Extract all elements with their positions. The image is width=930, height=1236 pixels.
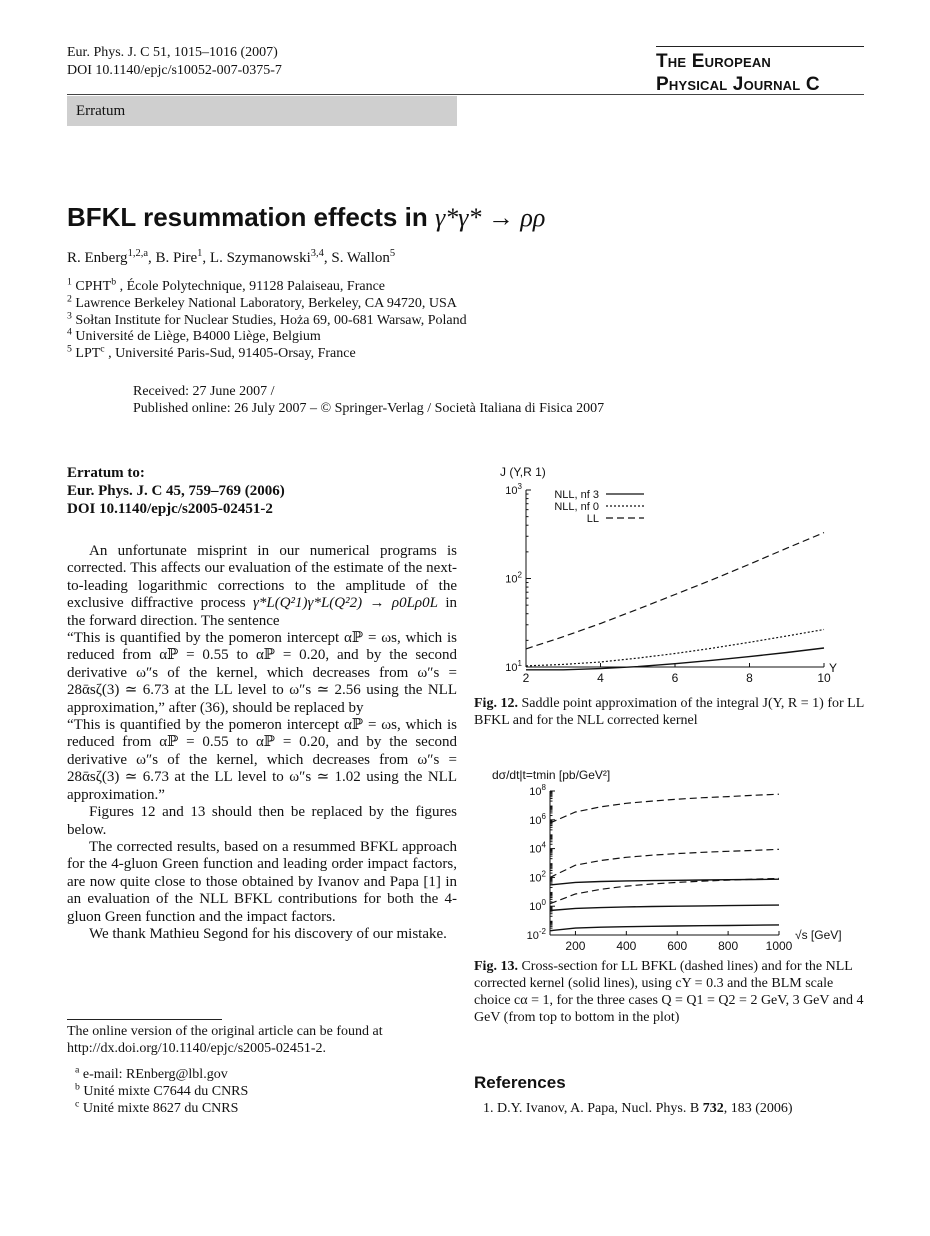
author-name: B. Pire (155, 250, 198, 266)
journal-doi: DOI 10.1140/epjc/s10052-007-0375-7 (67, 63, 282, 78)
footnote-item (75, 1083, 248, 1100)
author-name: R. Enberg (67, 250, 128, 266)
series-line (550, 849, 779, 877)
figure-13-chart (474, 763, 864, 953)
brand-line-1: The European (656, 51, 772, 72)
caption-text: Saddle point approximation of the integral J(Y, R = 1) for LL BFKL and for the NLL corrected kernel (474, 696, 864, 728)
erratum-target (67, 464, 285, 518)
quoted-sentence: “This is quantified by the pomeron intercept αℙ = ωs, which is reduced from αℙ = 0.55 to αℙ = 0.20, and by the second derivative ω″s of the kernel, which decreases from ω″s = 28ᾱsζ(3) ≃ 6.73 at the LL level to ω″s ≃ 2.56 using the NLL approximation,” after (36), should be replaced by (67, 630, 457, 716)
legend-label: LL (586, 513, 599, 525)
reference-item (483, 1101, 793, 1117)
journal-brand (656, 46, 864, 96)
journal-reference (67, 44, 282, 80)
footnote-rule (67, 1019, 222, 1020)
x-tick-label: 200 (565, 939, 586, 953)
author-affiliation-mark: 1,2,a (127, 248, 148, 259)
body-text (67, 543, 457, 943)
affiliation-text: Sołtan Institute for Nuclear Studies, Hoża 69, 00-681 Warsaw, Poland (75, 312, 467, 328)
paper-title (67, 202, 545, 233)
affiliation-item (67, 276, 467, 296)
affiliation-footnote-mark: c (100, 343, 105, 355)
affiliation-list (67, 276, 467, 363)
y-tick-label: $10^0$ (529, 898, 546, 914)
affiliation-text: , École Polytechnique, 91128 Palaiseau, France (116, 279, 386, 294)
header-rule (67, 94, 864, 95)
footnote-list (75, 1066, 248, 1117)
figure-12-caption (474, 695, 864, 729)
footnote-mark: b (75, 1081, 80, 1093)
affiliation-number: 5 (67, 343, 72, 355)
y-tick-label: $10^2$ (529, 869, 546, 885)
y-tick-label: $10^4$ (529, 840, 546, 856)
affiliation-footnote-mark: b (111, 276, 117, 288)
brand-line-2: Physical Journal C (656, 74, 820, 95)
references-heading: References (474, 1073, 566, 1092)
x-tick-label: 2 (522, 671, 530, 685)
y-tick-label: $10^8$ (529, 783, 546, 798)
author-affiliation-mark: 5 (389, 248, 396, 259)
reference-text: , 183 (2006) (723, 1101, 793, 1116)
series-line (526, 533, 824, 649)
reference-text: D.Y. Ivanov, A. Papa, Nucl. Phys. B (497, 1101, 703, 1116)
x-tick-label: 400 (616, 939, 637, 953)
caption-text: Cross-section for LL BFKL (dashed lines) and for the NLL corrected kernel (solid lines), using cY = 0.3 and the BLM scale choice cα = 1, for the three cases Q = Q1 = Q2 = 2 GeV, 3 GeV and 4 GeV (from top to bottom in the plot) (474, 959, 864, 1025)
figure-label: Fig. 13. (474, 959, 518, 974)
x-tick-label: 4 (597, 671, 604, 685)
figure-13 (474, 763, 864, 958)
y-axis-title: dσ/dt|t=tmin [pb/GeV²] (492, 768, 611, 782)
series-line (550, 879, 779, 885)
title-math: γ*γ* → ρρ (434, 203, 546, 232)
erratum-doi: DOI 10.1140/epjc/s2005-02451-2 (67, 501, 273, 517)
paragraph-text: in the forward direction. The sentence (67, 595, 458, 629)
affiliation-item (67, 326, 467, 346)
author-affiliation-mark: 3,4 (310, 248, 324, 259)
footnote-text: Unité mixte C7644 du CNRS (83, 1084, 249, 1099)
x-tick-label: 6 (671, 671, 679, 685)
paragraph (67, 543, 457, 630)
affiliation-number: 3 (67, 309, 72, 321)
affiliation-number: 1 (67, 276, 72, 288)
replacement-sentence: “This is quantified by the pomeron intercept αℙ = ωs, which is reduced from αℙ = 0.55 to αℙ = 0.20, and by the second derivative ω″s of the kernel, which decreases from ω″s = 28ᾱsζ(3) ≃ 6.73 at the LL level to ω″s ≃ 1.02 using the NLL approximation.” (67, 717, 457, 803)
figure-12 (474, 462, 864, 692)
reference-number: 1. (483, 1101, 494, 1116)
y-axis-title: J (Y,R 1) (500, 465, 546, 479)
x-axis-title: √s [GeV] (795, 928, 842, 942)
paragraph-text: An unfortunate misprint in our numerical programs is corrected. This affects our evaluation of the estimate of the next-to-leading logarithmic corrections to the amplitude of the exclusive diffractive process (67, 543, 457, 612)
series-line (550, 905, 779, 910)
author-list: R. Enberg$^{1,2,a}$, B. Pire$^1$, L. Szymanowski$^{3,4}$, S. Wallon$^5$ (67, 248, 396, 266)
affiliation-item (67, 309, 467, 330)
inline-math: γ*L(Q²1)γ*L(Q²2) → ρ0Lρ0L (252, 595, 438, 612)
paragraph: Figures 12 and 13 should then be replaced by the figures below. (67, 804, 457, 838)
published-date: Published online: 26 July 2007 – © Springer-Verlag / Società Italiana di Fisica 2007 (133, 401, 605, 416)
paragraph: The corrected results, based on a resummed BFKL approach for the 4-gluon Green function and leading order impact factors, are now quite close to those obtained by Ivanov and Papa [1] in an evaluation of the NLL BFKL contributions for both the 4-gluon Green function and the impact factors. (67, 838, 457, 925)
figure-13-caption (474, 958, 864, 1026)
title-text: BFKL resummation effects in (67, 202, 435, 232)
figure-label: Fig. 12. (474, 696, 518, 711)
series-line (550, 794, 779, 823)
author-name: S. Wallon (331, 250, 390, 266)
figure-12-chart (474, 462, 864, 687)
y-tick-label: $10^1$ (505, 659, 522, 674)
author-affiliation-mark: 1 (197, 248, 203, 259)
affiliation-number: 2 (67, 293, 72, 305)
affiliation-text: Lawrence Berkeley National Laboratory, Berkeley, CA 94720, USA (75, 295, 457, 311)
publication-dates (133, 383, 604, 417)
author-name: L. Szymanowski (209, 250, 311, 266)
x-tick-label: 10 (817, 671, 831, 685)
erratum-citation: Eur. Phys. J. C 45, 759–769 (2006) (67, 483, 285, 499)
journal-citation: Eur. Phys. J. C 51, 1015–1016 (2007) (67, 45, 278, 60)
affiliation-item (67, 343, 467, 363)
footnote-mark: a (75, 1064, 80, 1076)
erratum-heading: Erratum to: (67, 465, 145, 481)
footnote-text: e-mail: REnberg@lbl.gov (82, 1067, 228, 1082)
section-label: Erratum (67, 96, 457, 126)
footnote-mark: c (75, 1098, 80, 1110)
received-date: Received: 27 June 2007 / (133, 384, 275, 399)
x-tick-label: 8 (746, 671, 753, 685)
y-tick-label: $10^{-2}$ (526, 927, 546, 942)
x-tick-label: 1000 (765, 939, 793, 953)
affiliation-text: , Université Paris-Sud, 91405-Orsay, France (104, 346, 356, 362)
affiliation-item (67, 293, 467, 313)
y-tick-label: $10^2$ (505, 570, 522, 586)
footnote-item (75, 1066, 248, 1083)
affiliation-text: LPT (75, 346, 101, 362)
affiliation-number: 4 (67, 326, 72, 338)
legend-label: NLL, nf 3 (554, 489, 599, 501)
footnote-text: Unité mixte 8627 du CNRS (82, 1101, 239, 1116)
acknowledgement: We thank Mathieu Segond for his discovery of our mistake. (89, 925, 447, 942)
reference-volume: 732 (702, 1101, 724, 1116)
online-version-note: The online version of the original article can be found at http://dx.doi.org/10.1140/epjc/s2005-02451-2. (67, 1024, 383, 1056)
footnote-item (75, 1100, 248, 1117)
x-axis-title: Y (829, 661, 838, 675)
y-tick-label: $10^3$ (505, 482, 522, 497)
y-tick-label: $10^6$ (529, 811, 546, 827)
x-tick-label: 600 (667, 939, 688, 953)
legend-label: NLL, nf 0 (554, 501, 599, 513)
series-line (550, 925, 779, 931)
affiliation-text: Université de Liège, B4000 Liège, Belgium (75, 329, 321, 345)
series-line (526, 630, 824, 666)
x-tick-label: 800 (718, 939, 739, 953)
affiliation-text: CPHT (75, 279, 112, 294)
